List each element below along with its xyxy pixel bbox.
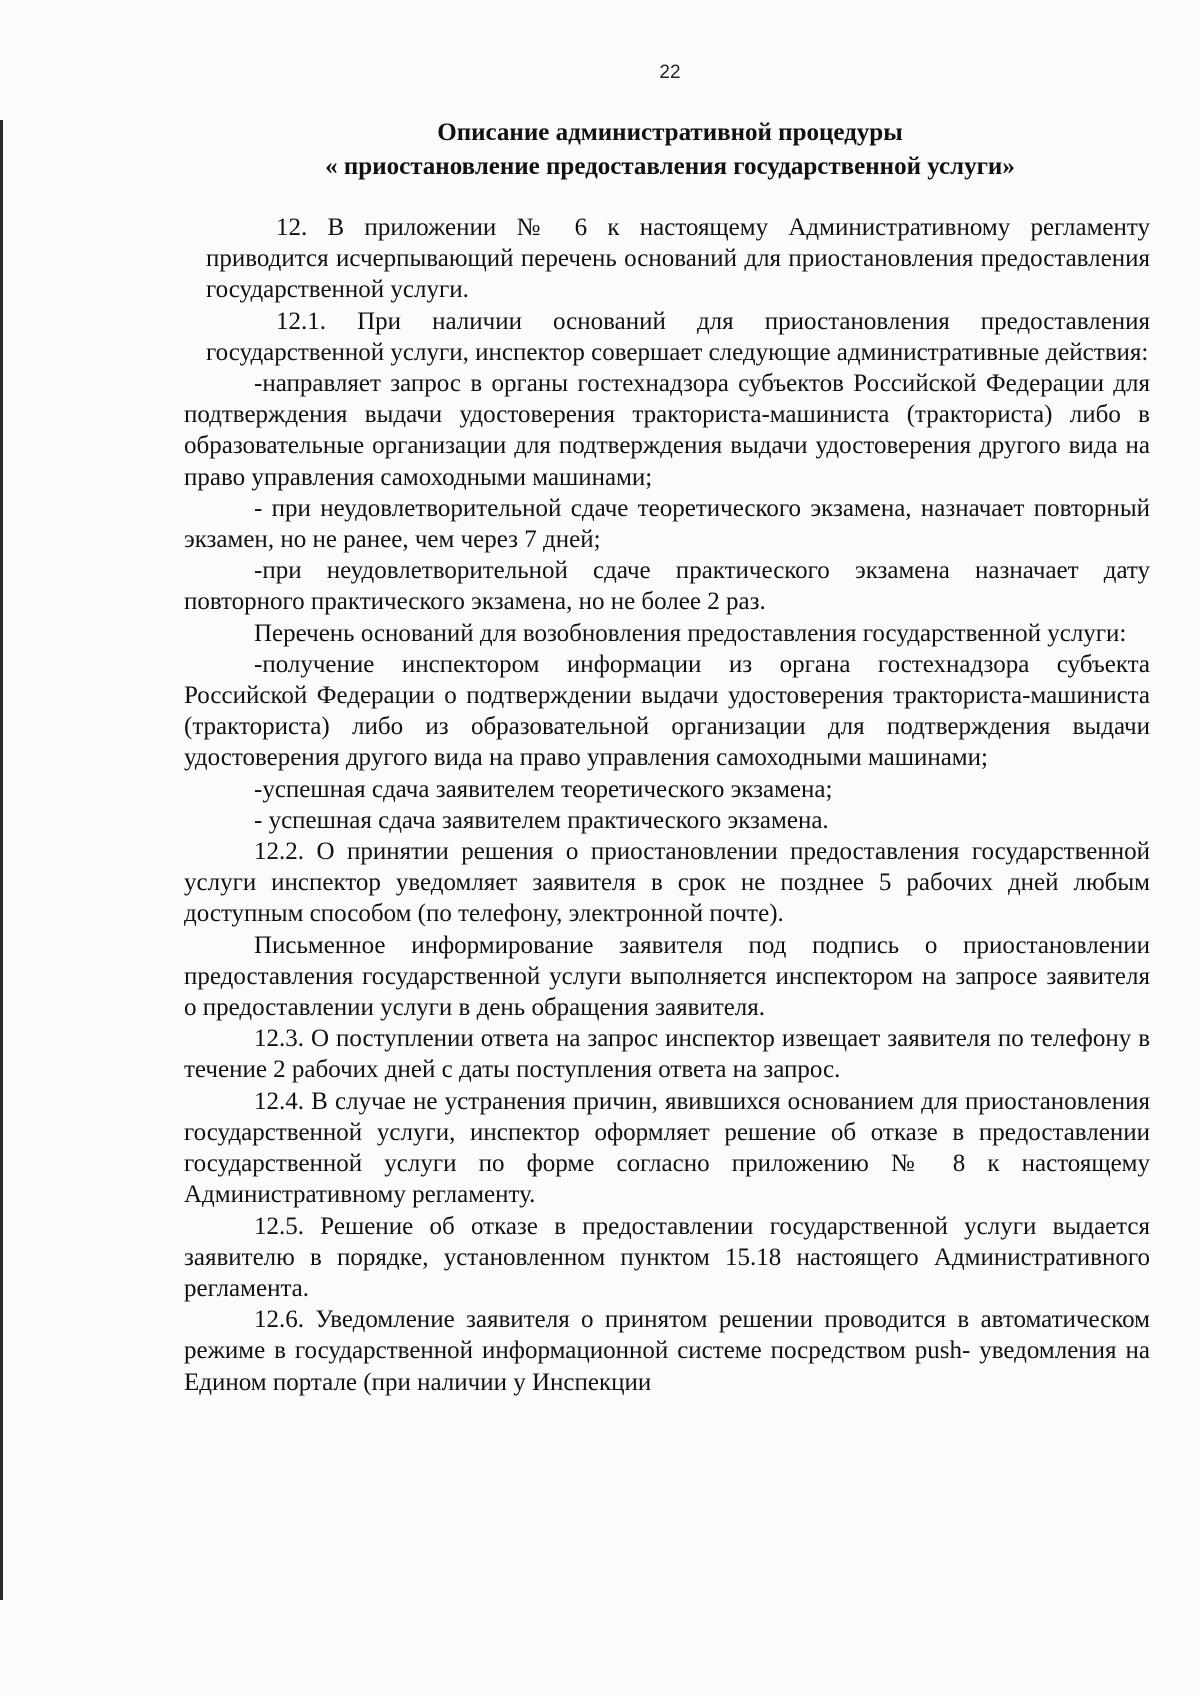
section-title-line-1: Описание административной процедуры — [437, 119, 903, 146]
paragraph-p12-4: 12.4. В случае не устранения причин, явившихся основанием для приостановления государственной услуги, инспектор оформляет решение об отказе в предоставлении государственной услуги по форме согласно приложению № 8 к настоящему Административному регламенту. — [184, 1087, 1150, 1209]
paragraph-p12: 12. В приложении № 6 к настоящему Административному регламенту приводится исчерпывающий перечень оснований для приостановления предоставления государственной услуги. — [206, 214, 1150, 304]
paragraph-p12-3: 12.3. О поступлении ответа на запрос инспектор извещает заявителя по телефону в течение 2 рабочих дней с даты поступления ответа на запрос. — [184, 1025, 1150, 1084]
document-body — [184, 212, 1150, 1398]
paragraph-p-action-1: -направляет запрос в органы гостехнадзора субъектов Российской Федерации для подтверждения выдачи удостоверения тракториста-машиниста (тракториста) либо в образовательные организации для подтверждения выдачи удостоверения другого вида на право управления самоходными машинами; — [184, 370, 1150, 491]
paragraph-p12-2: 12.2. О принятии решения о приостановлении предоставления государственной услуги инспектор уведомляет заявителя в срок не позднее 5 рабочих дней любым доступным способом (по телефону, электронной почте). — [184, 838, 1150, 928]
page-number: 22 — [659, 62, 681, 83]
paragraph-p-resume-3: - успешная сдача заявителем практического экзамена. — [254, 806, 829, 834]
paragraph-p-action-3: -при неудовлетворительной сдаче практического экзамена назначает дату повторного практического экзамена, но не более 2 раз. — [184, 557, 1150, 616]
paragraph-p-written: Письменное информирование заявителя под подпись о приостановлении предоставления государственной услуги выполняется инспектором на запросе заявителя о предоставлении услуги в день обращения заявителя. — [184, 931, 1150, 1022]
paragraph-p-resume-1: -получение инспектором информации из органа гостехнадзора субъекта Российской Федерации о подтверждении выдачи удостоверения тракториста-машиниста (тракториста) либо из образовательной организации для подтверждения выдачи удостоверения другого вида на право управления самоходными машинами; — [184, 650, 1150, 772]
section-title-line-2: « приостановление предоставления государственной услуги» — [325, 153, 1015, 180]
section-title — [190, 116, 1150, 184]
paragraph-p12-5: 12.5. Решение об отказе в предоставлении государственной услуги выдается заявителю в порядке, установленном пунктом 15.18 настоящего Административного регламента. — [184, 1212, 1150, 1302]
paragraph-p12-6: 12.6. Уведомление заявителя о принятом решении проводится в автоматическом режиме в государственной информационной системе посредством push- уведомления на Едином портале (при наличии у Инспекции — [184, 1306, 1150, 1396]
paragraph-p-resume-2: -успешная сдача заявителем теоретического экзамена; — [254, 775, 833, 803]
paragraph-p-action-2: - при неудовлетворительной сдаче теоретического экзамена, назначает повторный экзамен, но не ранее, чем через 7 дней; — [184, 494, 1150, 554]
paragraph-p-resume-head: Перечень оснований для возобновления предоставления государственной услуги: — [254, 619, 1127, 647]
paragraph-p12-1: 12.1. При наличии оснований для приостановления предоставления государственной услуги, инспектор совершает следующие административные действия: — [206, 307, 1150, 366]
scan-edge — [0, 120, 3, 1600]
